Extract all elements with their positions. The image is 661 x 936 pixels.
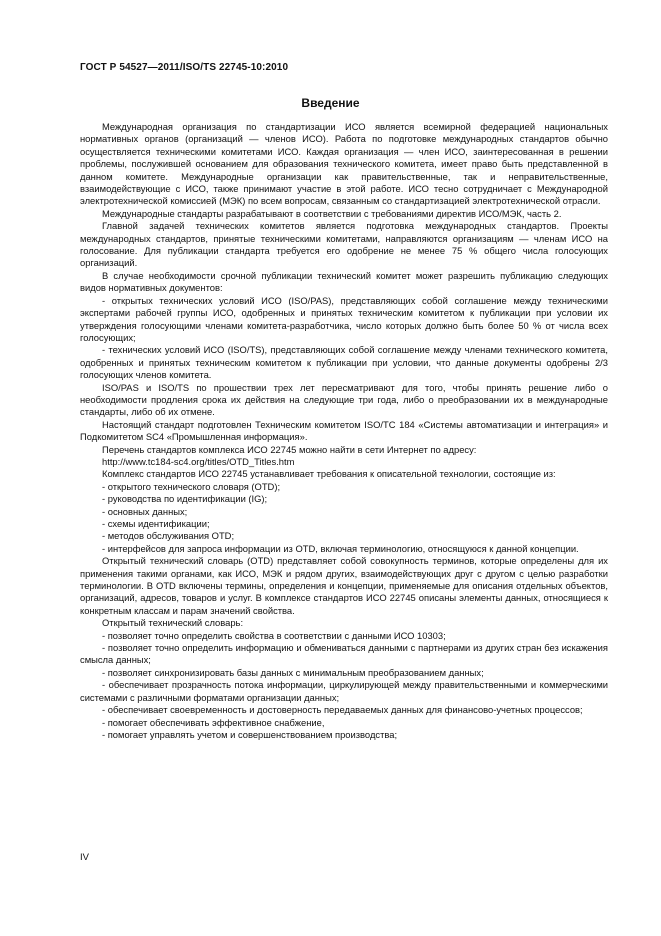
- list-item: - обеспечивает прозрачность потока информации, циркулирующей между правительственными и коммерческими системами с различными форматами организации данных;: [80, 679, 608, 703]
- document-header: ГОСТ Р 54527—2011/ISO/TS 22745-10:2010: [80, 62, 289, 73]
- list-item: - помогает управлять учетом и совершенствованием производства;: [102, 728, 398, 740]
- list-item: - открытых технических условий ИСО (ISO/PAS), представляющих собой соглашение между техническими экспертами рабочей группы ИСО, одобренных и принятых техническим комитетом к публикации при условии их утверждения голосующими членами комитета-разработчика, число которых должно быть более 50 % от числа всех голосующих;: [80, 294, 608, 343]
- list-item: - помогает обеспечивать эффективное снабжение,: [102, 716, 325, 728]
- paragraph: Открытый технический словарь:: [102, 617, 244, 629]
- paragraph: Комплекс стандартов ИСО 22745 устанавливает требования к описательной технологии, состоящие из:: [102, 468, 556, 480]
- list-item: - интерфейсов для запроса информации из OTD, включая терминологию, относящуюся к данной концепции.: [102, 542, 579, 554]
- paragraph: В случае необходимости срочной публикации технический комитет может разрешить публикацию следующих видов нормативных документов:: [80, 269, 608, 294]
- section-title: Введение: [301, 96, 360, 110]
- list-item: - руководства по идентификации (IG);: [102, 493, 268, 505]
- list-item: - позволяет синхронизировать базы данных с минимальным преобразованием данных;: [102, 666, 484, 678]
- list-item: - методов обслуживания OTD;: [102, 530, 235, 542]
- paragraph: Открытый технический словарь (OTD) представляет собой совокупность терминов, которые определены для их применения такими органами, как ИСО, МЭК и рядом других, взаимодействующих друг с другом с целью разработки терминологии. В OTD включены термины, определения и концепции, применяемые для описания отдельных объектов, организаций, адресов, товаров и услуг. В комплексе стандартов ИСО 22745 описаны элементы данных, относящиеся к конкретным классам и парам значений свойства.: [80, 555, 608, 616]
- paragraph: Главной задачей технических комитетов является подготовка международных стандартов. Проекты международных стандартов, принятые техническими комитетами, направляются организациям — членам ИСО на голосование. Для публикации стандарта требуется его одобрение не менее 75 % общего числа голосующих организаций.: [80, 220, 608, 269]
- paragraph: ISO/PAS и ISO/TS по прошествии трех лет пересматривают для того, чтобы принять решение либо о необходимости продления срока их действия на следующие три года, либо о преобразовании их в международные стандарты, либо об их отмене.: [80, 381, 608, 418]
- paragraph: Международные стандарты разрабатывают в соответствии с требованиями директив ИСО/МЭК, часть 2.: [102, 207, 562, 219]
- page-number: IV: [80, 852, 89, 863]
- list-item: - позволяет точно определить свойства в соответствии с данными ИСО 10303;: [102, 629, 446, 641]
- paragraph: Настоящий стандарт подготовлен Техническим комитетом ISO/TC 184 «Системы автоматизации и интеграция» и Подкомитетом SC4 «Промышленная информация».: [80, 418, 608, 443]
- paragraph: Перечень стандартов комплекса ИСО 22745 можно найти в сети Интернет по адресу:: [102, 443, 477, 455]
- list-item: - технических условий ИСО (ISO/TS), представляющих собой соглашение между членами технического комитета, одобренных и принятых техническим комитетом к публикации при условии, что данные документы одобрены 2/3 голосующих членов комитета.: [80, 344, 608, 381]
- paragraph: Международная организация по стандартизации ИСО является всемирной федерацией национальных нормативных органов (организаций — членов ИСО). Работа по подготовке международных стандартов обычно осуществляется техническими комитетами ИСО. Каждая организация — член ИСО, заинтересованная в решении проблемы, послужившей основанием для образования технического комитета, имеет право быть представленной в данном комитете. Международные организации как правительственные, так и неправительственные, взаимодействующие с ИСО, также принимают участие в этой работе. ИСО тесно сотрудничает с Международной электротехнической комиссией (МЭК) по всем вопросам, связанным со стандартизацией электротехнической отрасли.: [80, 121, 608, 207]
- list-item: - основных данных;: [102, 505, 188, 517]
- list-item: - открытого технического словаря (OTD);: [102, 480, 281, 492]
- url-text: http://www.tc184-sc4.org/titles/OTD_Titles.htm: [102, 455, 295, 467]
- list-item: - схемы идентификации;: [102, 518, 210, 529]
- list-item: - позволяет точно определить информацию и обмениваться данными с партнерами из других стран без искажения смысла данных;: [80, 642, 608, 666]
- list-item: - обеспечивает своевременность и достоверность передаваемых данных для финансово-учетных процессов;: [102, 704, 583, 716]
- document-body: [80, 121, 608, 741]
